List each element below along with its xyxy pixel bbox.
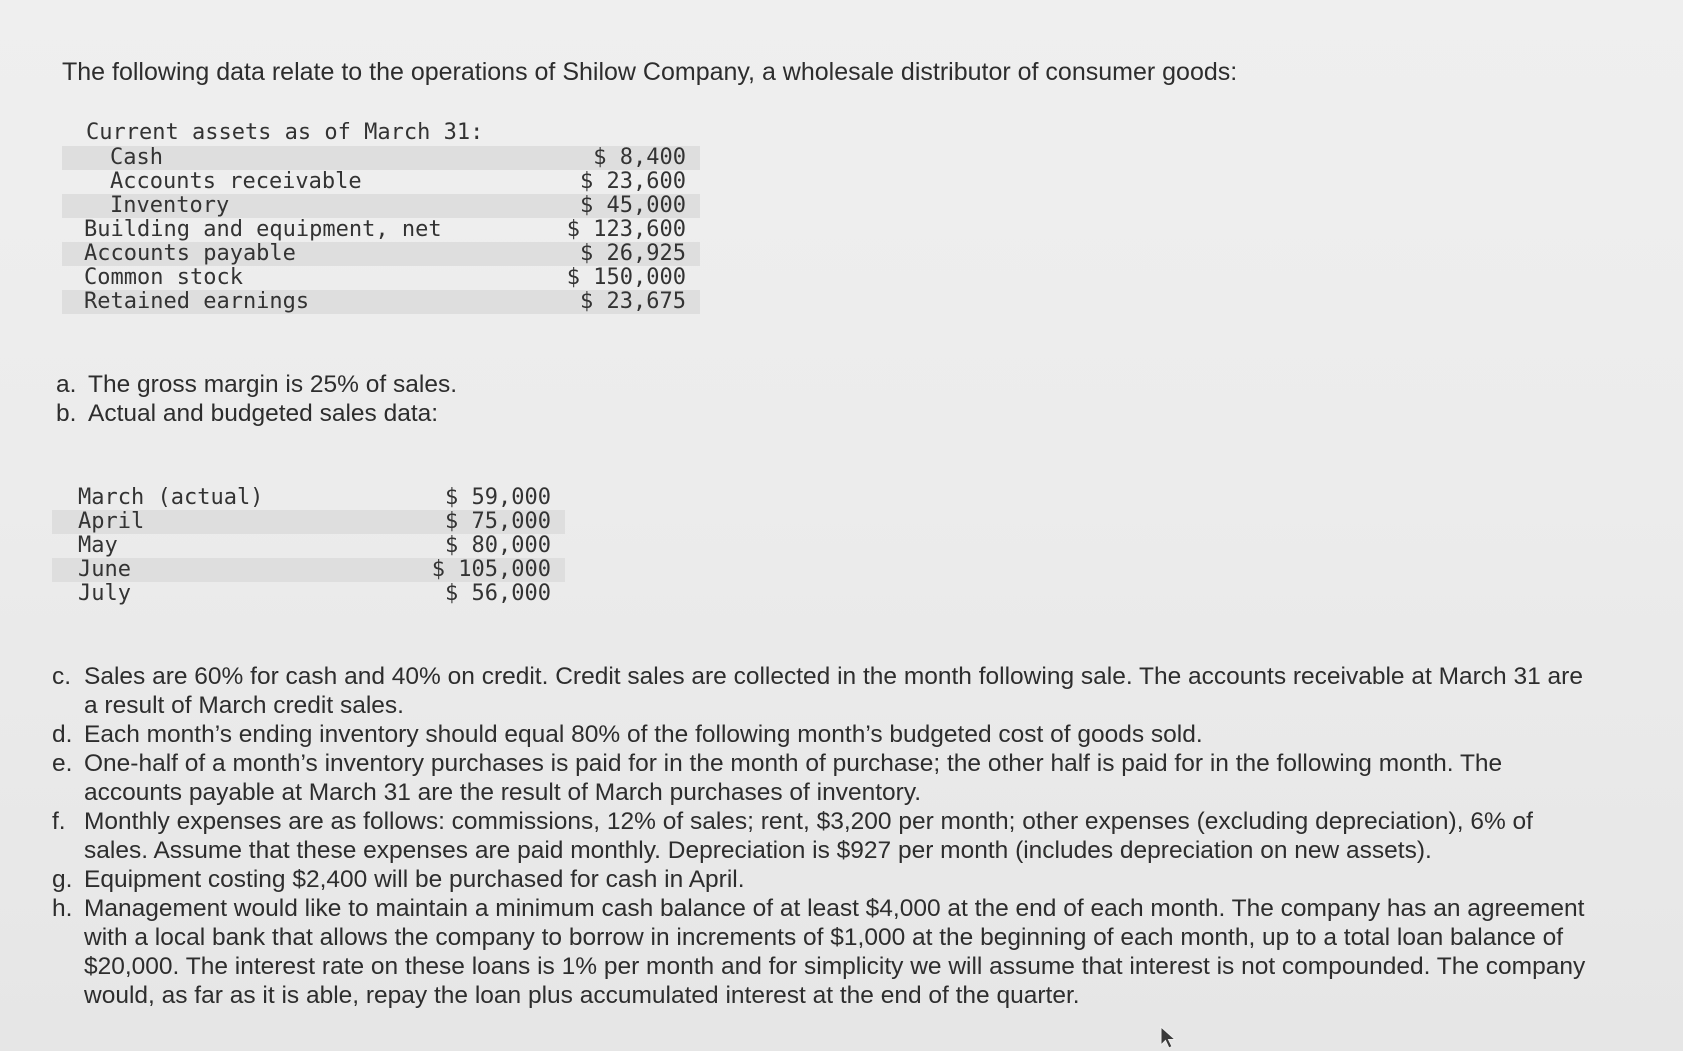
asset-label: Inventory [62, 194, 567, 218]
sales-amount: $ 56,000 [445, 581, 551, 606]
list-item-text: Equipment costing $2,400 will be purchased for cash in April. [84, 866, 745, 893]
assets-row-inventory [62, 194, 700, 218]
sales-month: June [52, 558, 418, 582]
sales-row-march [52, 486, 565, 510]
asset-label: Accounts receivable [110, 169, 362, 194]
sales-month: March (actual) [78, 485, 264, 510]
requirements-list-ch [52, 662, 1592, 1010]
list-item [52, 720, 1592, 749]
list-item [52, 807, 1592, 865]
asset-amount: $ 23,675 [567, 290, 700, 314]
sales-amount: $ 105,000 [418, 558, 565, 582]
sales-month: July [78, 581, 131, 606]
sales-row-may [52, 534, 565, 558]
asset-label: Cash [62, 146, 567, 170]
list-marker: g. [52, 866, 73, 893]
sales-row-july [52, 582, 565, 606]
asset-label: Retained earnings [62, 290, 567, 314]
list-marker: c. [52, 663, 72, 690]
list-item [56, 399, 1056, 428]
list-item-text: Actual and budgeted sales data: [88, 400, 439, 427]
list-item-text: Sales are 60% for cash and 40% on credit. Credit sales are collected in the month following sale. The accounts receivable at March 31 are a result of March credit sales. [84, 663, 1583, 719]
assets-heading: Current assets as of March 31: [86, 120, 484, 145]
asset-amount: $ 150,000 [566, 265, 686, 290]
assets-row-building-equipment [62, 218, 700, 242]
asset-amount: $ 23,600 [580, 169, 686, 194]
asset-label: Building and equipment, net [84, 217, 442, 242]
sales-month: May [78, 533, 118, 558]
list-item [52, 894, 1592, 1010]
list-item [52, 865, 1592, 894]
sales-row-june [52, 558, 565, 582]
mouse-pointer-icon [1160, 1026, 1178, 1050]
sales-amount: $ 59,000 [445, 485, 551, 510]
sales-amount: $ 75,000 [418, 510, 565, 534]
asset-label: Common stock [84, 265, 243, 290]
assets-row-accounts-payable [62, 242, 700, 266]
list-item-text: Management would like to maintain a minimum cash balance of at least $4,000 at the end of each month. The company has an agreement with a local bank that allows the company to borrow in increments of $1,000 at the beginning of each month, up to a total loan balance of $20,000. The interest rate on these loans is 1% per month and for simplicity we will assume that interest is not compounded. The company would, as far as it is able, repay the loan plus accumulated interest at the end of the quarter. [84, 895, 1586, 1009]
list-item-text: The gross margin is 25% of sales. [88, 371, 458, 398]
assets-row-accounts-receivable [62, 170, 700, 194]
asset-amount: $ 45,000 [567, 194, 700, 218]
sales-month: April [52, 510, 418, 534]
list-marker: b. [56, 400, 77, 427]
list-item [56, 370, 1056, 399]
list-marker: d. [52, 721, 73, 748]
list-item-text: Monthly expenses are as follows: commissions, 12% of sales; rent, $3,200 per month; other expenses (excluding depreciation), 6% of sales. Assume that these expenses are paid monthly. Depreciation is $927 per month (includes depreciation on new assets). [84, 808, 1533, 864]
assets-row-retained-earnings [62, 290, 700, 314]
asset-amount: $ 26,925 [567, 242, 700, 266]
list-item [52, 662, 1592, 720]
asset-amount: $ 8,400 [567, 146, 700, 170]
asset-label: Accounts payable [62, 242, 567, 266]
list-marker: e. [52, 750, 73, 777]
list-marker: f. [52, 808, 66, 835]
list-marker: h. [52, 895, 73, 922]
requirements-list-ab [56, 370, 1056, 428]
assets-row-common-stock [62, 266, 700, 290]
list-item-text: Each month’s ending inventory should equal 80% of the following month’s budgeted cost of goods sold. [84, 721, 1203, 748]
assets-row-cash [62, 146, 700, 170]
sales-data-table [52, 486, 565, 606]
sales-row-april [52, 510, 565, 534]
current-assets-table [62, 146, 700, 314]
intro-text: The following data relate to the operations of Shilow Company, a wholesale distributor of consumer goods: [62, 58, 1238, 86]
list-item [52, 749, 1592, 807]
list-item-text: One-half of a month’s inventory purchases is paid for in the month of purchase; the other half is paid for in the following month. The accounts payable at March 31 are the result of March purchases of inventory. [84, 750, 1503, 806]
asset-amount: $ 123,600 [566, 217, 686, 242]
sales-amount: $ 80,000 [445, 533, 551, 558]
list-marker: a. [56, 371, 77, 398]
